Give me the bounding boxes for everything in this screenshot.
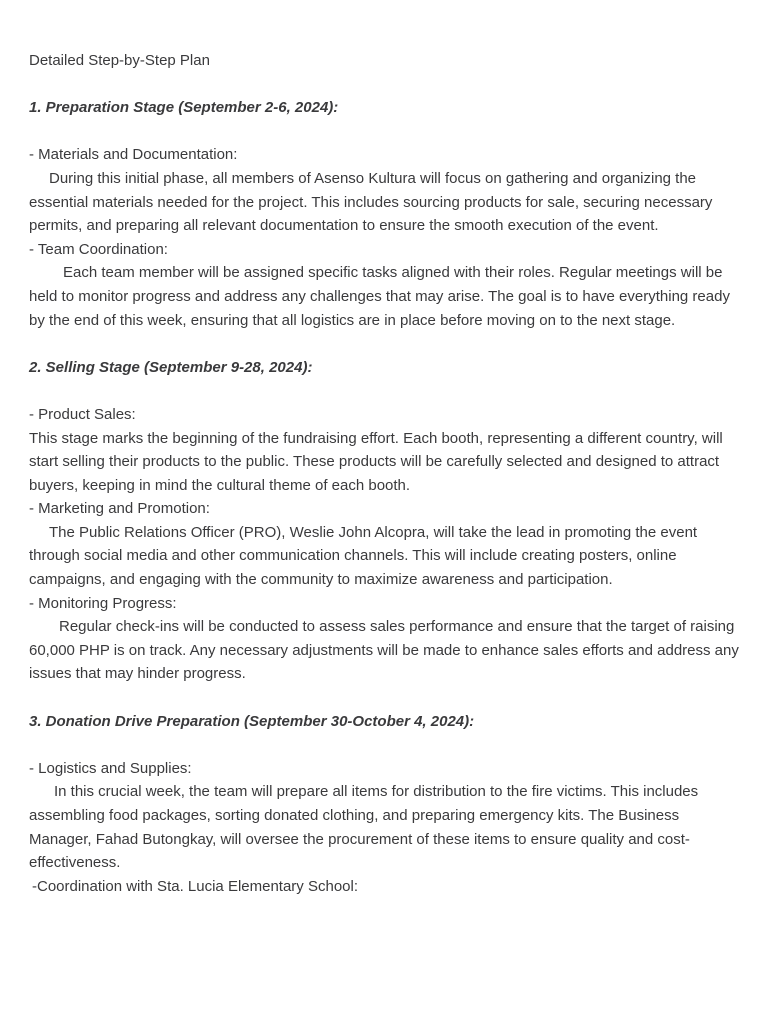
item-text-materials: During this initial phase, all members of Asenso Kultura will focus on gathering and organizing the essential materials needed for the project. This includes sourcing products for sale, securing necessary permits, and preparing all relevant documentation to ensure the smooth execution of the event. [29,169,713,235]
spacer [29,379,741,403]
item-label-marketing: - Marketing and Promotion: [29,500,210,518]
item-label-team-coordination: - Team Coordination: [29,240,168,258]
item-text-team-coordination: Each team member will be assigned specific tasks aligned with their roles. Regular meetings will be held to monitor progress and address any challenges that may arise. The goal is to have everything ready by the end of this week, ensuring that all logistics are in place before moving on to the next stage. [29,264,730,329]
document-title: Detailed Step-by-Step Plan [29,52,210,69]
spacer [29,73,741,97]
item-label-coordination-school: -Coordination with Sta. Lucia Elementary School: [32,877,359,895]
spacer [29,733,741,757]
section-heading-preparation: 1. Preparation Stage (September 2-6, 2024): [29,99,339,117]
item-label-product-sales: - Product Sales: [29,405,136,423]
section-heading-selling: 2. Selling Stage (September 9-28, 2024): [29,358,313,376]
item-label-monitoring: - Monitoring Progress: [29,594,177,612]
item-text-monitoring: Regular check-ins will be conducted to assess sales performance and ensure that the target of raising 60,000 PHP is on track. Any necessary adjustments will be made to enhance sales efforts and address any issues that may hinder progress. [29,618,739,683]
item-text-logistics: In this crucial week, the team will prepare all items for distribution to the fire victims. This includes assembling food packages, sorting donated clothing, and preparing emergency kits. The Business Manager, Fahad Butongkay, will oversee the procurement of these items to ensure quality and cost-effectiveness. [29,783,699,872]
item-label-materials: - Materials and Documentation: [29,146,238,164]
item-text-product-sales: This stage marks the beginning of the fundraising effort. Each booth, representing a different country, will start selling their products to the public. These products will be carefully selected and designed to attract buyers, keeping in mind the cultural theme of each booth. [29,429,723,494]
spacer [29,686,741,710]
item-text-marketing: The Public Relations Officer (PRO), Weslie John Alcopra, will take the lead in promoting the event through social media and other communication channels. This will include creating posters, online campaigns, and engaging with the community to maximize awareness and participation. [29,523,698,589]
section-heading-donation-drive: 3. Donation Drive Preparation (September 30-October 4, 2024): [29,712,475,730]
item-label-logistics: - Logistics and Supplies: [29,759,192,777]
document-body [29,49,741,898]
spacer [29,120,741,144]
spacer [29,332,741,356]
